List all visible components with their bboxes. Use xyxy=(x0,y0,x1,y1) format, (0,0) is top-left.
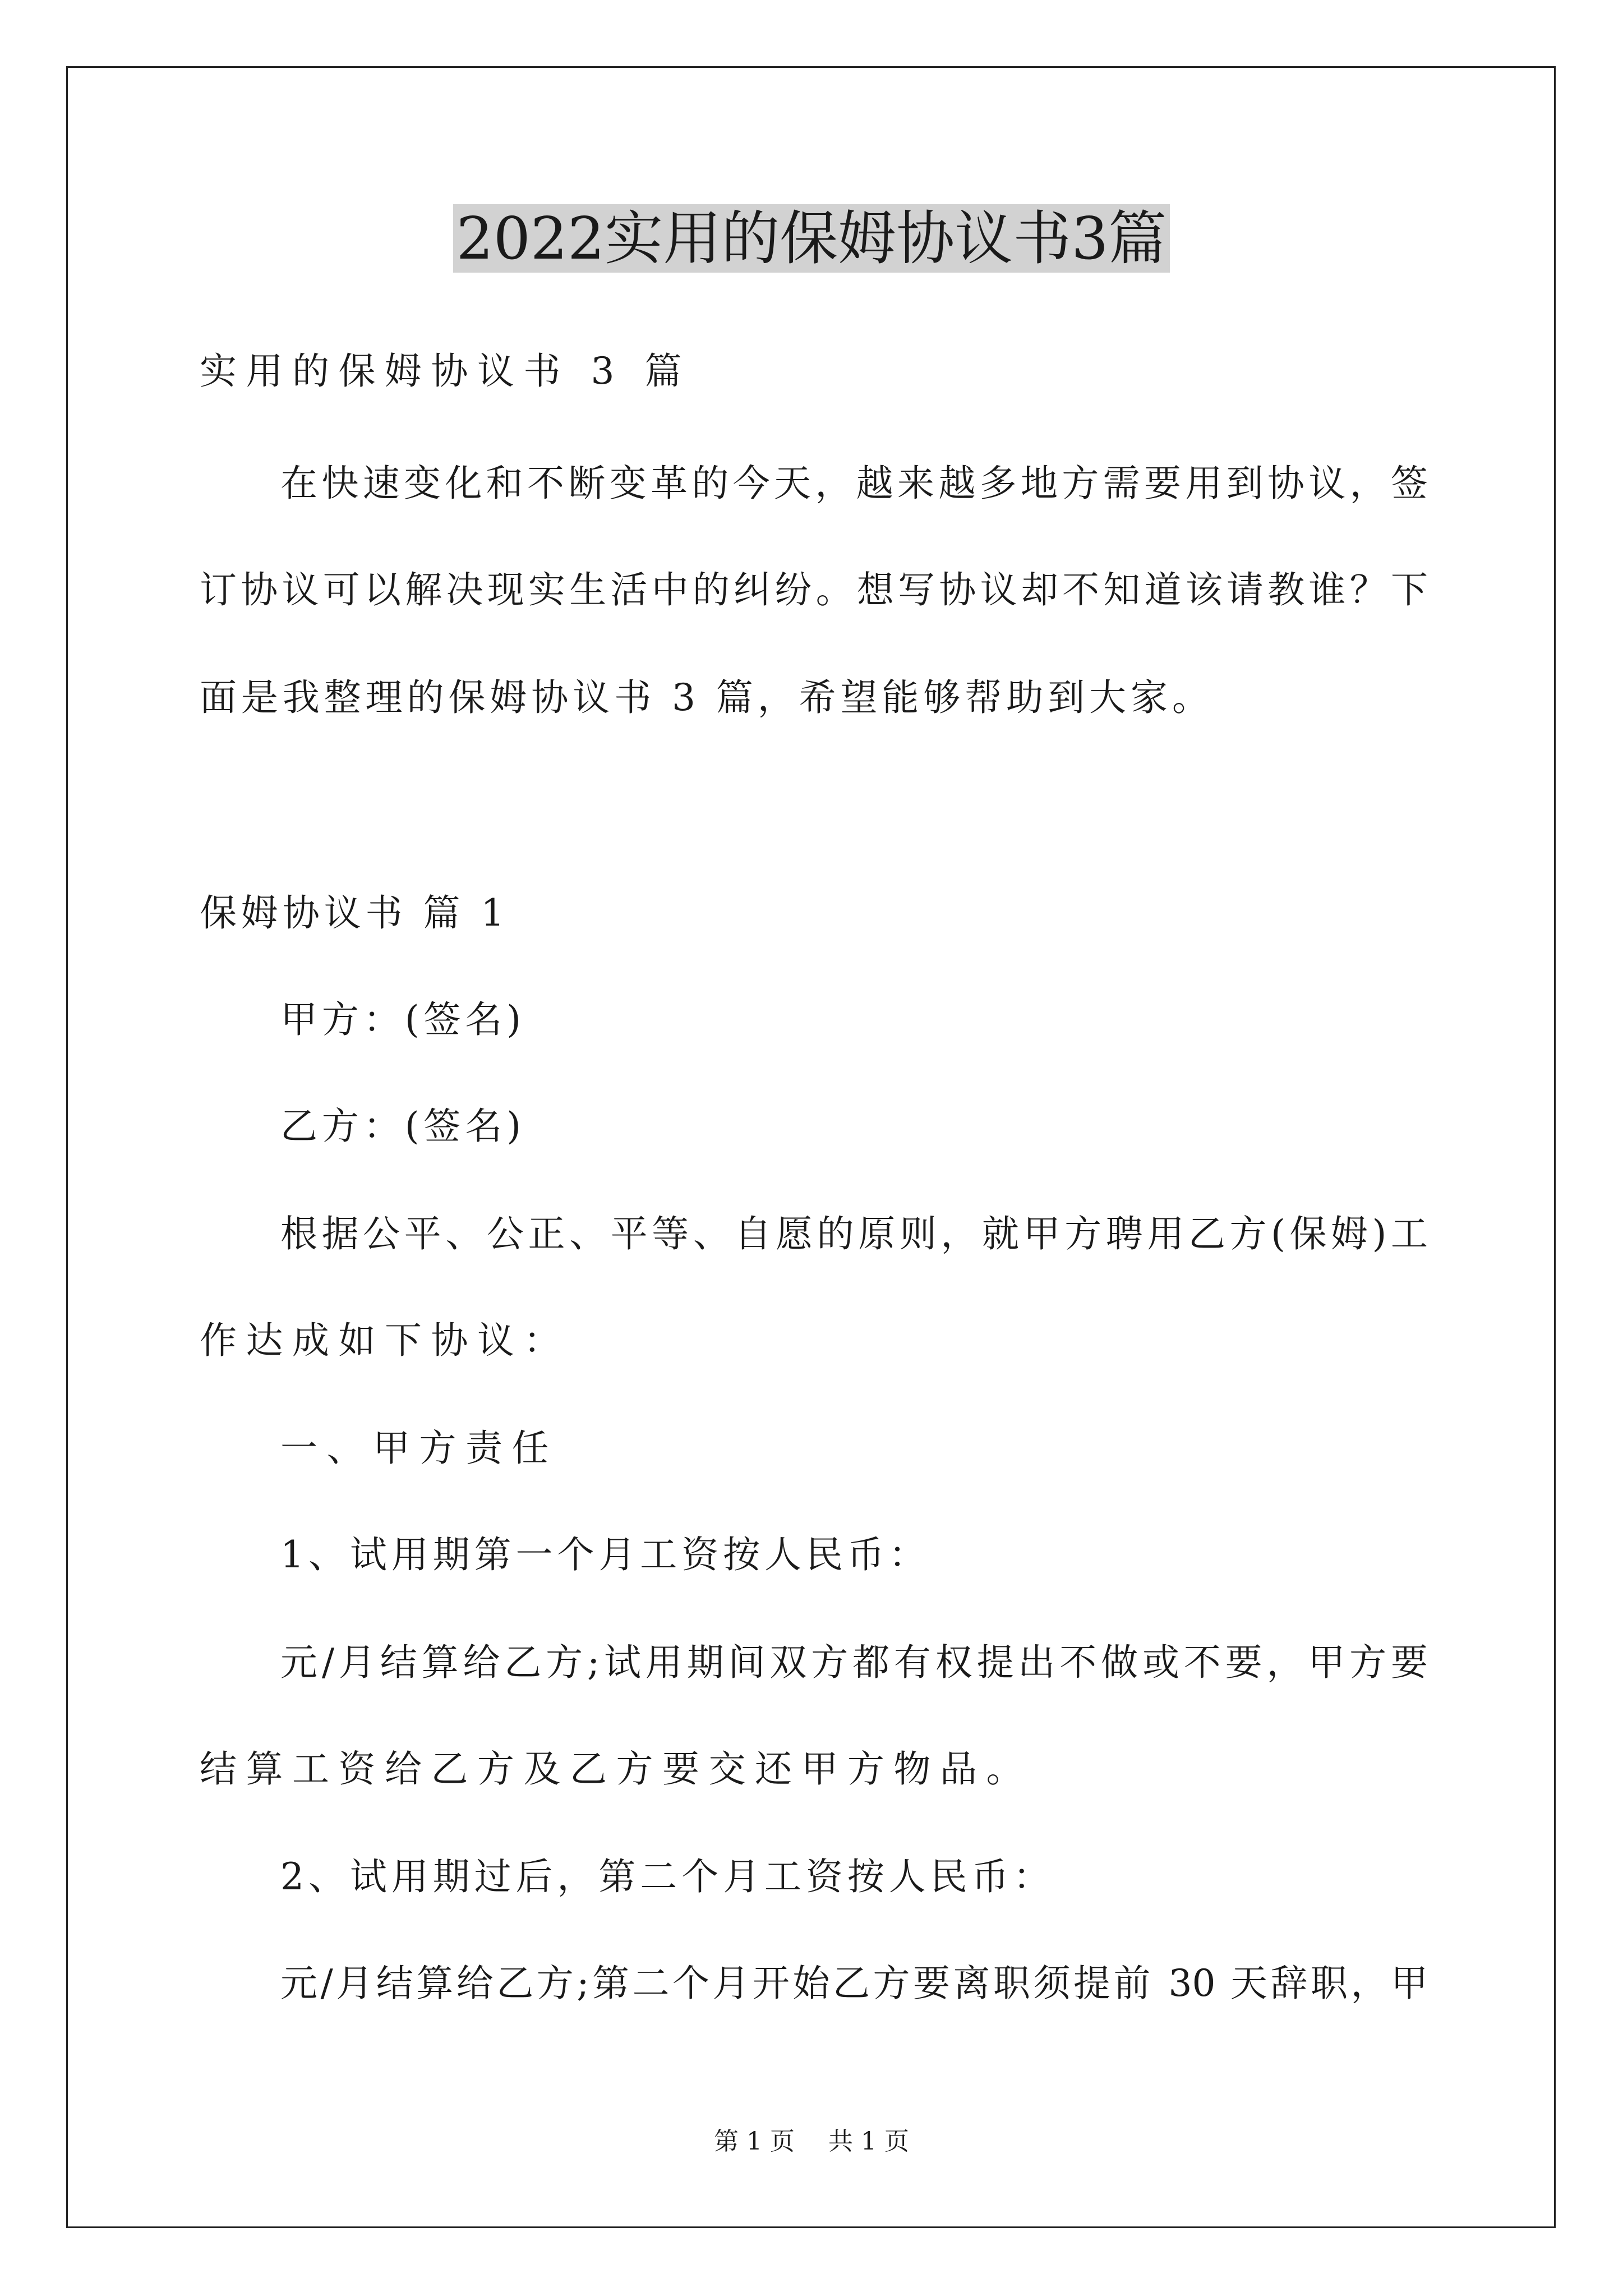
page-footer xyxy=(0,2125,1623,2159)
preamble-line-1: 根据公平、公正、平等、自愿的原则，就甲方聘用乙方(保姆)工 xyxy=(280,1212,1428,1255)
clause-1-line-2: 元/月结算给乙方;试用期间双方都有权提出不做或不要，甲方要 xyxy=(280,1641,1428,1684)
clause-2-line-1: 2、试用期过后，第二个月工资按人民币： xyxy=(280,1855,1055,1898)
page-total: 共 1 页 xyxy=(828,2127,909,2156)
intro-line-3: 面是我整理的保姆协议书 3 篇，希望能够帮助到大家。 xyxy=(200,676,1214,719)
clause-1-line-1: 1、试用期第一个月工资按人民币： xyxy=(280,1533,930,1576)
document-title-text: 2022实用的保姆协议书3篇 xyxy=(453,204,1170,273)
clause-2-line-2: 元/月结算给乙方;第二个月开始乙方要离职须提前 30 天辞职，甲 xyxy=(280,1962,1428,2005)
party-b-signature: 乙方：(签名) xyxy=(280,1105,525,1148)
section-heading: 保姆协议书 篇 1 xyxy=(200,891,509,935)
preamble-line-2: 作达成如下协议： xyxy=(200,1319,570,1362)
intro-line-2: 订协议可以解决现实生活中的纠纷。想写协议却不知道该请教谁？下 xyxy=(200,568,1428,611)
document-title xyxy=(0,202,1623,275)
subtitle: 实用的保姆协议书 3 篇 xyxy=(200,349,691,393)
clause-1-line-3: 结算工资给乙方及乙方要交还甲方物品。 xyxy=(200,1747,1032,1791)
clause-heading: 一、甲方责任 xyxy=(280,1427,558,1470)
party-a-signature: 甲方：(签名) xyxy=(280,998,525,1041)
page-number: 第 1 页 xyxy=(714,2127,795,2156)
intro-line-1: 在快速变化和不断变革的今天，越来越多地方需要用到协议，签 xyxy=(280,462,1428,505)
